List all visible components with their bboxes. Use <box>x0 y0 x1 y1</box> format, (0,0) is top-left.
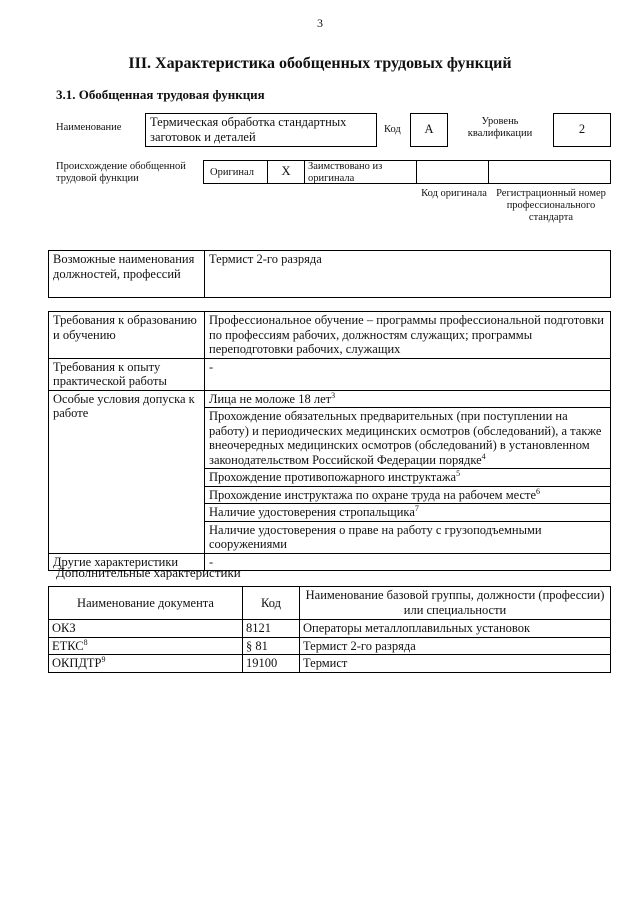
row-code: § 81 <box>243 637 300 655</box>
special-item: Наличие удостоверения о праве на работу с грузоподъемными сооружениями <box>205 521 611 553</box>
code-label: Код <box>384 124 401 135</box>
row-doc: ОКЗ <box>49 620 243 638</box>
level-value: 2 <box>578 122 586 136</box>
experience-label: Требования к опыту практической работы <box>49 358 205 390</box>
special-item: Лица не моложе 18 лет$^3$ <box>205 390 611 408</box>
table-row <box>49 655 611 673</box>
special-item: Прохождение обязательных предварительных (при поступлении на работу) и периодических медицинских осмотров (обследований), а также внеочередных медицинских осмотров (обследований) в установленном законодательством Российской Федерации порядке$^4$ <box>205 408 611 469</box>
divider <box>416 161 417 183</box>
reg-number-caption: Регистрационный номер профессионального стандарта <box>496 188 606 223</box>
experience-value: - <box>205 358 611 390</box>
table-row <box>49 637 611 655</box>
row-name: Термист <box>300 655 611 673</box>
additional-table <box>48 586 611 673</box>
additional-caption: Дополнительные характеристики <box>56 565 241 580</box>
col-header-code: Код <box>243 587 300 620</box>
requirements-table <box>48 311 611 571</box>
code-box <box>410 113 448 147</box>
name-label: Наименование <box>56 122 122 133</box>
row-doc: ОКПДТР$^9$ <box>49 655 243 673</box>
education-label: Требования к образованию и обучению <box>49 312 205 359</box>
row-doc: ЕТКС$^8$ <box>49 637 243 655</box>
page-number: 3 <box>317 16 323 30</box>
origin-grid <box>203 160 611 184</box>
row-name: Операторы металлоплавильных установок <box>300 620 611 638</box>
level-label: Уровень квалификации <box>467 116 533 139</box>
row-name: Термист 2-го разряда <box>300 637 611 655</box>
positions-value: Термист 2-го разряда <box>205 251 611 298</box>
subsection-title: 3.1. Обобщенная трудовая функция <box>56 87 265 102</box>
code-value: А <box>424 122 434 136</box>
special-item: Прохождение противопожарного инструктажа$^5$ <box>205 469 611 487</box>
positions-table <box>48 250 611 298</box>
level-box <box>553 113 611 147</box>
divider <box>488 161 489 183</box>
education-value: Профессиональное обучение – программы профессиональной подготовки по профессиям рабочих, должностям служащих; программы переподготовки рабочих, служащих <box>205 312 611 359</box>
col-header-name: Наименование базовой группы, должности (профессии) или специальности <box>300 587 611 620</box>
special-item: Наличие удостоверения стропальщика$^7$ <box>205 504 611 522</box>
row-code: 19100 <box>243 655 300 673</box>
borrowed-label: Заимствовано из оригинала <box>308 161 383 184</box>
original-mark: X <box>281 164 291 178</box>
divider <box>304 161 305 183</box>
special-label: Особые условия допуска к работе <box>49 390 205 553</box>
origin-label: Происхождение обобщенной трудовой функции <box>56 161 186 184</box>
function-name-value: Термическая обработка стандартных заготовок и деталей <box>150 115 347 144</box>
col-header-doc: Наименование документа <box>49 587 243 620</box>
other-value: - <box>205 553 611 571</box>
row-code: 8121 <box>243 620 300 638</box>
section-title: III. Характеристика обобщенных трудовых функций <box>128 55 512 72</box>
positions-label: Возможные наименования должностей, профессий <box>49 251 205 298</box>
original-label: Оригинал <box>210 167 254 178</box>
other-label: Другие характеристики <box>49 553 205 571</box>
code-original-caption: Код оригинала <box>421 188 487 199</box>
special-item: Прохождение инструктажа по охране труда на рабочем месте$^6$ <box>205 486 611 504</box>
function-name-box <box>145 113 377 147</box>
table-row <box>49 620 611 638</box>
